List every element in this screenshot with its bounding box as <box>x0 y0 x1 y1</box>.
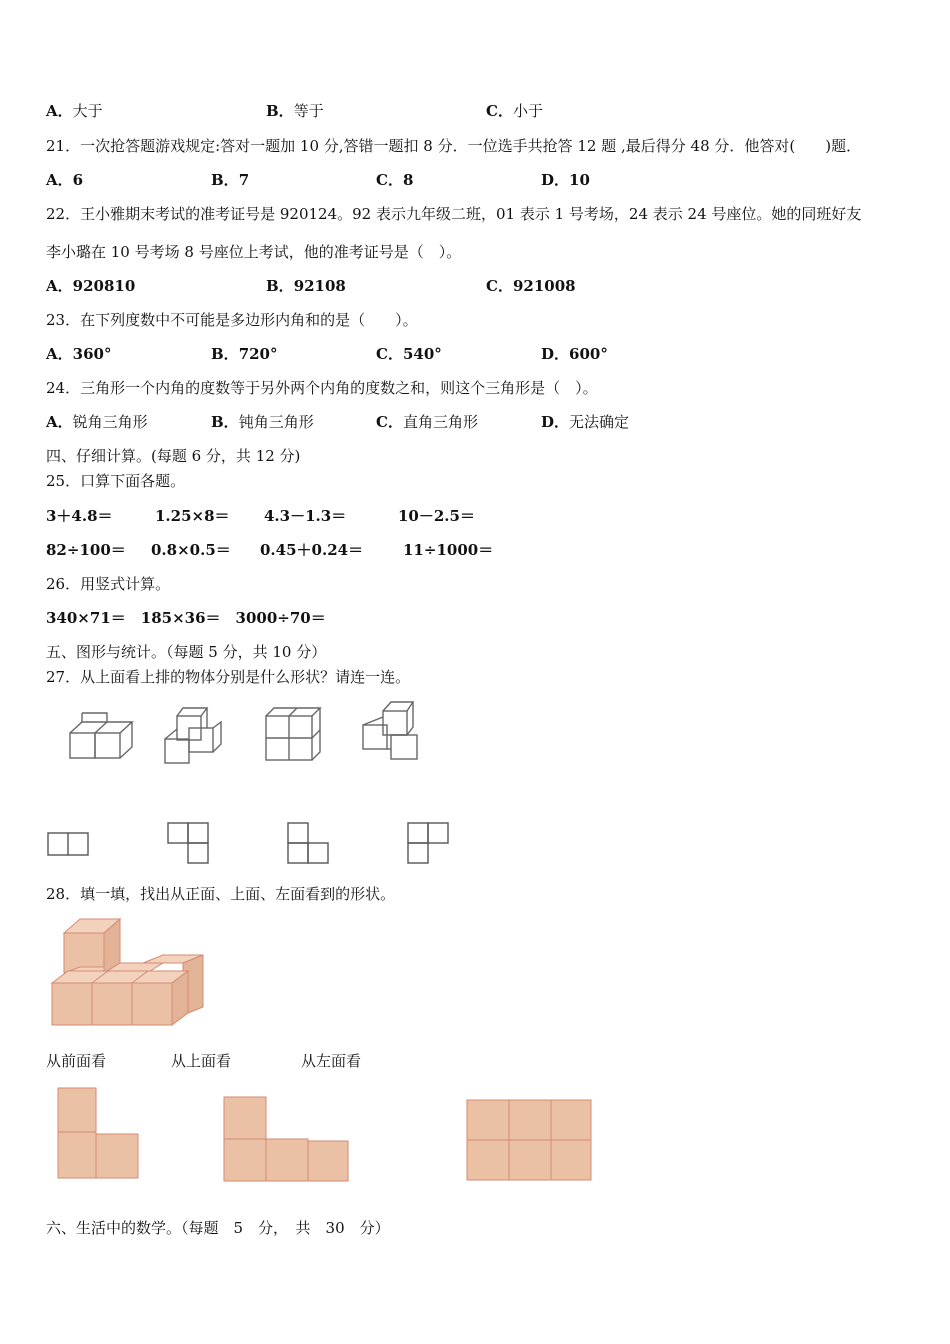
q24-option-c: C．直角三角形 <box>376 413 478 431</box>
q28-view-c <box>465 1098 595 1184</box>
q21-option-c: C．8 <box>376 171 414 189</box>
q27-solid-2 <box>160 704 235 769</box>
q21-option-a: A．6 <box>46 171 84 189</box>
q22-stem-line2: 李小璐在 10 号考场 8 号座位上考试，他的准考证号是（ ）。 <box>46 243 462 261</box>
q28-label-top: 从上面看 <box>171 1052 232 1070</box>
q23-stem: 23．在下列度数中不可能是多边形内角和的是（ ）。 <box>46 311 418 329</box>
q27-solid-1 <box>60 710 135 770</box>
q25-item: 82÷100＝ <box>46 541 126 559</box>
q25-item: 0.8×0.5＝ <box>151 541 231 559</box>
q28-solid <box>46 915 206 1030</box>
q24-option-d: D．无法确定 <box>541 413 630 431</box>
q23-option-a: A．360° <box>46 345 112 363</box>
q24-option-b: B．钝角三角形 <box>211 413 314 431</box>
q22-stem-line1: 22．王小雅期末考试的准考证号是 920124。92 表示九年级二班，01 表示 1 号考场，24 表示 24 号座位。她的同班好友 <box>46 205 862 223</box>
q20-option-a: A．大于 <box>46 102 103 120</box>
q27-view-4 <box>405 820 455 870</box>
q26-problems: 340×71＝ 185×36＝ 3000÷70＝ <box>46 609 326 627</box>
q28-view-a <box>56 1086 146 1182</box>
q22-option-a: A．920810 <box>46 277 136 295</box>
q24-option-a: A．锐角三角形 <box>46 413 148 431</box>
q25-stem: 25．口算下面各题。 <box>46 472 186 490</box>
q21-option-d: D．10 <box>541 171 590 189</box>
q20-option-b: B．等于 <box>266 102 324 120</box>
q25-item: 4.3－1.3＝ <box>264 507 347 525</box>
q27-view-3 <box>285 820 335 870</box>
q28-label-front: 从前面看 <box>46 1052 107 1070</box>
q27-view-1 <box>46 830 96 860</box>
q27-solid-3 <box>260 704 330 766</box>
q23-option-d: D．600° <box>541 345 608 363</box>
q25-item: 0.45＋0.24＝ <box>260 541 364 559</box>
q27-stem: 27．从上面看上排的物体分别是什么形状？请连一连。 <box>46 668 411 686</box>
q21-option-b: B．7 <box>211 171 250 189</box>
q23-option-b: B．720° <box>211 345 278 363</box>
q22-option-b: B．92108 <box>266 277 346 295</box>
q27-view-2 <box>165 820 215 870</box>
q20-option-c: C．小于 <box>486 102 543 120</box>
q21-stem: 21．一次抢答题游戏规定:答对一题加 10 分,答错一题扣 8 分．一位选手共抢答 12 题 ,最后得分 48 分．他答对( )题． <box>46 137 862 155</box>
q28-label-left: 从左面看 <box>301 1052 362 1070</box>
section-5-heading: 五、图形与统计。（每题 5 分，共 10 分） <box>46 643 327 661</box>
q27-solid-4 <box>355 697 430 767</box>
q25-item: 3＋4.8＝ <box>46 507 113 525</box>
q26-stem: 26．用竖式计算。 <box>46 575 171 593</box>
q25-item: 1.25×8＝ <box>155 507 230 525</box>
q25-item: 11÷1000＝ <box>403 541 494 559</box>
section-4-heading: 四、仔细计算。(每题 6 分，共 12 分) <box>46 447 301 465</box>
section-6-heading: 六、生活中的数学。（每题 5 分， 共 30 分） <box>46 1219 390 1237</box>
q24-stem: 24．三角形一个内角的度数等于另外两个内角的度数之和，则这个三角形是（ ）。 <box>46 379 598 397</box>
q28-stem: 28．填一填，找出从正面、上面、左面看到的形状。 <box>46 885 396 903</box>
q28-view-b <box>222 1095 352 1185</box>
q23-option-c: C．540° <box>376 345 442 363</box>
q22-option-c: C．921008 <box>486 277 576 295</box>
q25-item: 10－2.5＝ <box>398 507 475 525</box>
